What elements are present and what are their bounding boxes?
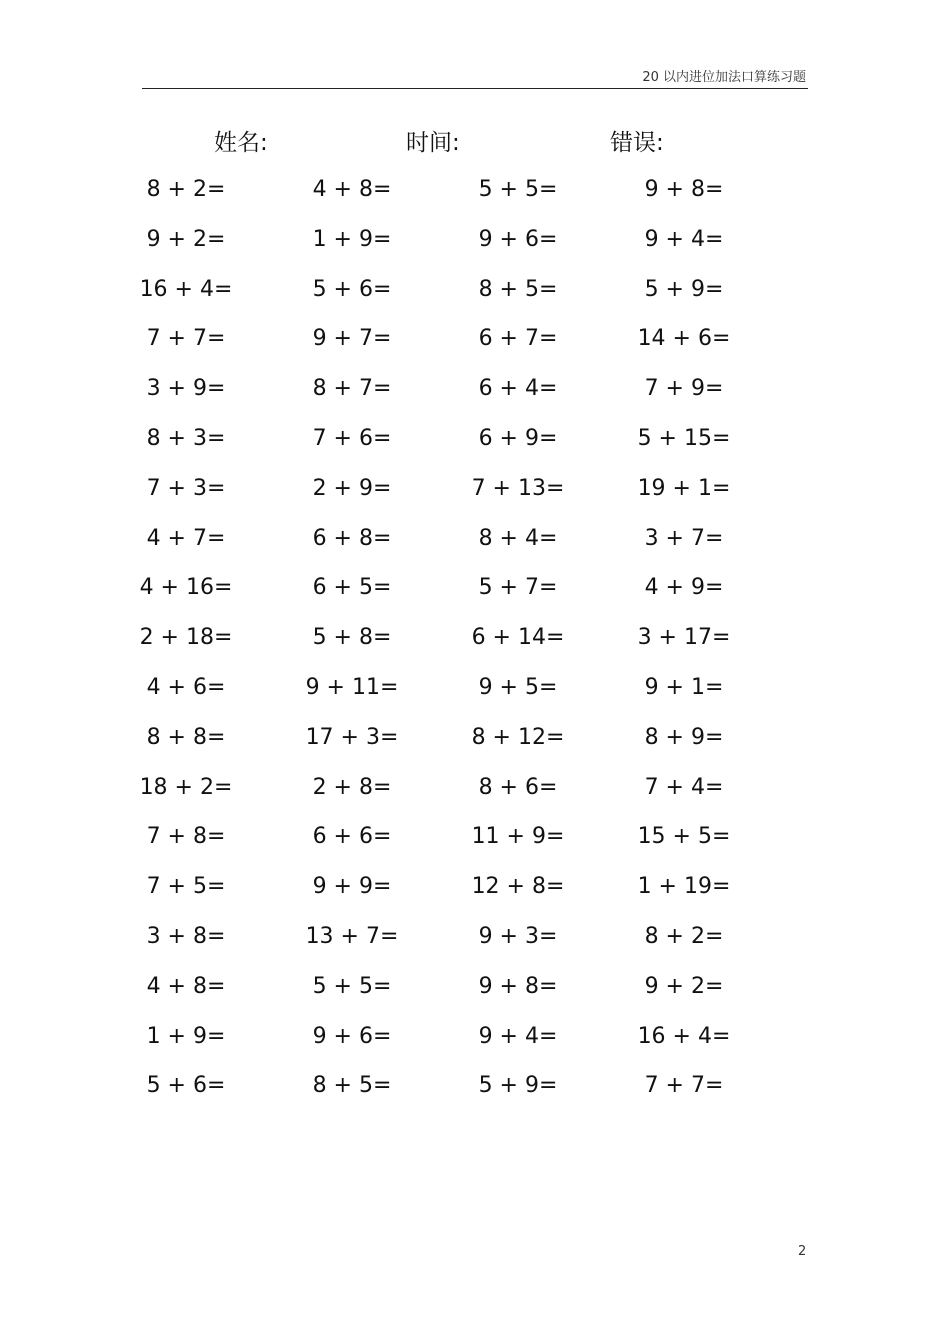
student-info-row xyxy=(0,126,950,160)
addition-problem: 4 + 16= xyxy=(139,575,233,601)
addition-problem: 6 + 9= xyxy=(478,425,558,451)
addition-problem: 7 + 9= xyxy=(644,376,724,402)
problems-grid xyxy=(0,165,950,1111)
addition-problem: 4 + 8= xyxy=(312,177,392,202)
name-label: 姓名: xyxy=(214,130,268,156)
addition-problem: 6 + 6= xyxy=(312,824,392,850)
addition-problem: 6 + 14= xyxy=(471,625,565,651)
problem-row xyxy=(0,613,950,663)
addition-problem: 4 + 9= xyxy=(644,575,724,601)
addition-problem: 7 + 8= xyxy=(146,824,226,850)
addition-problem: 7 + 4= xyxy=(644,774,724,800)
problem-row xyxy=(0,464,950,514)
addition-problem: 2 + 18= xyxy=(139,625,233,651)
addition-problem: 3 + 17= xyxy=(637,625,731,651)
addition-problem: 8 + 9= xyxy=(644,724,724,750)
addition-problem: 9 + 1= xyxy=(644,674,724,700)
addition-problem: 9 + 2= xyxy=(644,973,724,999)
addition-problem: 5 + 15= xyxy=(637,425,731,451)
page-header xyxy=(142,66,808,89)
addition-problem: 12 + 8= xyxy=(471,874,565,900)
addition-problem: 9 + 2= xyxy=(146,226,226,252)
addition-problem: 4 + 7= xyxy=(146,525,226,551)
problem-row xyxy=(0,862,950,912)
addition-problem: 2 + 9= xyxy=(312,475,392,501)
addition-problem: 9 + 3= xyxy=(478,923,558,949)
addition-problem: 16 + 4= xyxy=(637,1023,731,1049)
addition-problem: 8 + 4= xyxy=(478,525,558,551)
addition-problem: 7 + 7= xyxy=(644,1073,724,1099)
addition-problem: 17 + 3= xyxy=(305,724,399,750)
addition-problem: 1 + 9= xyxy=(146,1023,226,1049)
addition-problem: 6 + 5= xyxy=(312,575,392,601)
addition-problem: 8 + 5= xyxy=(478,276,558,302)
addition-problem: 16 + 4= xyxy=(139,276,233,302)
addition-problem: 8 + 5= xyxy=(312,1073,392,1099)
problem-row xyxy=(0,1012,950,1062)
addition-problem: 2 + 8= xyxy=(312,774,392,800)
addition-problem: 18 + 2= xyxy=(139,774,233,800)
problem-row xyxy=(0,514,950,564)
problem-row xyxy=(0,265,950,315)
addition-problem: 5 + 5= xyxy=(312,973,392,999)
errors-label: 错误: xyxy=(610,130,664,156)
problem-row xyxy=(0,713,950,763)
problem-row xyxy=(0,962,950,1012)
addition-problem: 9 + 6= xyxy=(478,226,558,252)
problem-row xyxy=(0,1061,950,1111)
addition-problem: 6 + 8= xyxy=(312,525,392,551)
problem-row xyxy=(0,812,950,862)
addition-problem: 9 + 9= xyxy=(312,874,392,900)
time-label: 时间: xyxy=(406,130,460,156)
addition-problem: 9 + 4= xyxy=(644,226,724,252)
addition-problem: 9 + 6= xyxy=(312,1023,392,1049)
addition-problem: 5 + 9= xyxy=(644,276,724,302)
addition-problem: 6 + 7= xyxy=(478,326,558,352)
addition-problem: 7 + 3= xyxy=(146,475,226,501)
header-title: 20 以内进位加法口算练习题 xyxy=(642,70,806,85)
addition-problem: 5 + 9= xyxy=(478,1073,558,1099)
addition-problem: 7 + 6= xyxy=(312,425,392,451)
addition-problem: 8 + 12= xyxy=(471,724,565,750)
addition-problem: 19 + 1= xyxy=(637,475,731,501)
problem-row xyxy=(0,414,950,464)
addition-problem: 5 + 6= xyxy=(146,1073,226,1099)
addition-problem: 5 + 8= xyxy=(312,625,392,651)
problem-row xyxy=(0,763,950,813)
addition-problem: 4 + 6= xyxy=(146,674,226,700)
problem-row xyxy=(0,314,950,364)
addition-problem: 8 + 2= xyxy=(644,923,724,949)
addition-problem: 9 + 11= xyxy=(305,674,399,700)
addition-problem: 8 + 2= xyxy=(146,177,226,202)
addition-problem: 7 + 13= xyxy=(471,475,565,501)
addition-problem: 6 + 4= xyxy=(478,376,558,402)
addition-problem: 4 + 8= xyxy=(146,973,226,999)
addition-problem: 3 + 9= xyxy=(146,376,226,402)
problem-row xyxy=(0,215,950,265)
addition-problem: 8 + 6= xyxy=(478,774,558,800)
addition-problem: 11 + 9= xyxy=(471,824,565,850)
addition-problem: 15 + 5= xyxy=(637,824,731,850)
addition-problem: 9 + 8= xyxy=(644,177,724,202)
addition-problem: 9 + 7= xyxy=(312,326,392,352)
addition-problem: 1 + 9= xyxy=(312,226,392,252)
addition-problem: 7 + 5= xyxy=(146,874,226,900)
addition-problem: 9 + 5= xyxy=(478,674,558,700)
addition-problem: 3 + 8= xyxy=(146,923,226,949)
addition-problem: 5 + 6= xyxy=(312,276,392,302)
problem-row xyxy=(0,364,950,414)
addition-problem: 8 + 3= xyxy=(146,425,226,451)
addition-problem: 1 + 19= xyxy=(637,874,731,900)
addition-problem: 9 + 4= xyxy=(478,1023,558,1049)
addition-problem: 13 + 7= xyxy=(305,923,399,949)
problem-row xyxy=(0,663,950,713)
addition-problem: 5 + 7= xyxy=(478,575,558,601)
problem-row xyxy=(0,912,950,962)
page-number: 2 xyxy=(798,1244,807,1259)
problem-row xyxy=(0,165,950,215)
problem-row xyxy=(0,563,950,613)
addition-problem: 14 + 6= xyxy=(637,326,731,352)
addition-problem: 8 + 8= xyxy=(146,724,226,750)
addition-problem: 5 + 5= xyxy=(478,177,558,202)
addition-problem: 3 + 7= xyxy=(644,525,724,551)
addition-problem: 7 + 7= xyxy=(146,326,226,352)
addition-problem: 8 + 7= xyxy=(312,376,392,402)
addition-problem: 9 + 8= xyxy=(478,973,558,999)
